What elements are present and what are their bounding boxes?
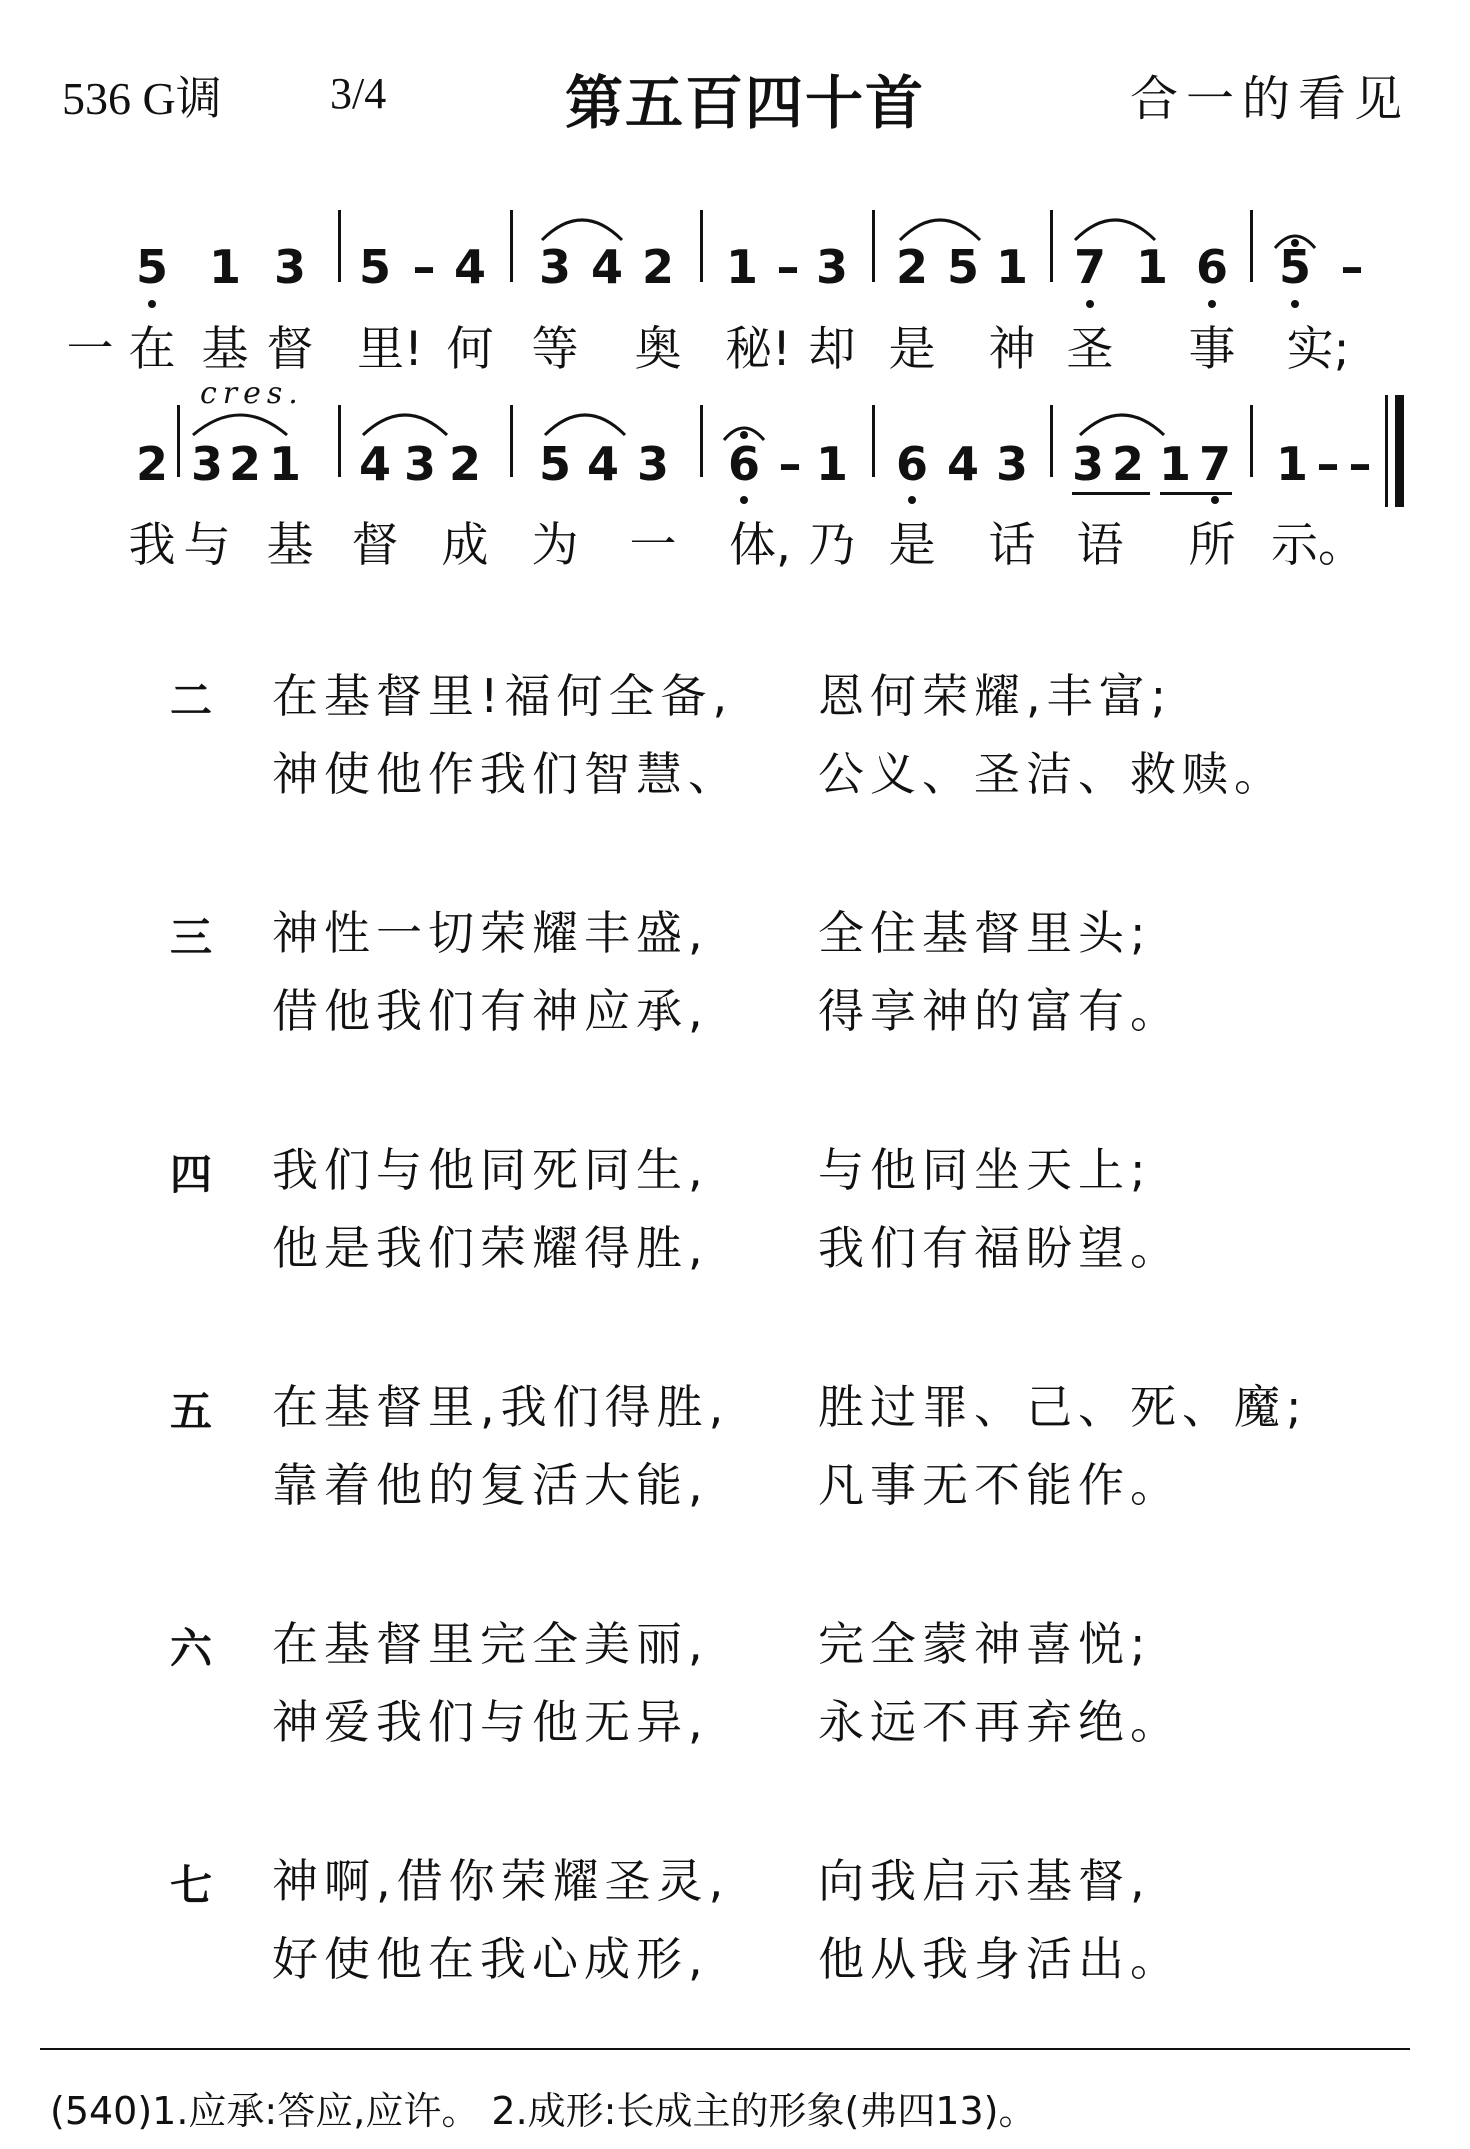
- note: 1: [1275, 437, 1309, 491]
- bar-line: [872, 210, 875, 282]
- note: 1: [1158, 437, 1192, 491]
- stanza-line: 神爱我们与他无异,: [272, 1695, 709, 1749]
- stanza-line: 我们与他同死同生,: [272, 1143, 709, 1197]
- lyric: 体,: [729, 518, 791, 573]
- slur: [545, 415, 625, 435]
- stanza-line: 与他同坐天上;: [818, 1143, 1152, 1197]
- stanza-line: 好使他在我心成形,: [272, 1932, 709, 1986]
- cres-marking: cres.: [200, 376, 304, 411]
- stanza-line: 他从我身活出。: [818, 1932, 1182, 1986]
- note: 6: [1195, 240, 1229, 294]
- lyric-dash: 一: [66, 322, 114, 377]
- lyric: 等: [531, 322, 579, 377]
- note: 1: [208, 240, 242, 294]
- lyric: 事: [1188, 322, 1236, 377]
- note: 6: [895, 437, 929, 491]
- note: 6: [727, 437, 761, 491]
- stanza-line: 神啊,借你荣耀圣灵,: [272, 1854, 730, 1908]
- note: 3: [815, 240, 849, 294]
- stanza-number: 三: [170, 913, 213, 962]
- note: –: [1316, 437, 1340, 491]
- low-octave-dot: [1291, 300, 1299, 308]
- final-bar-thick: [1395, 395, 1404, 507]
- stanza-line: 我们有福盼望。: [818, 1221, 1182, 1275]
- note: 1: [1135, 240, 1169, 294]
- note: 3: [273, 240, 307, 294]
- note: 2: [895, 240, 929, 294]
- stanza-line: 完全蒙神喜悦;: [818, 1617, 1152, 1671]
- lyric: 神: [988, 322, 1036, 377]
- lyric: 秘!: [725, 322, 791, 377]
- footnote: (540)1.应承:答应,应许。 2.成形:长成主的形象(弗四13)。: [50, 2089, 1037, 2133]
- note: 4: [586, 437, 620, 491]
- note: –: [412, 240, 436, 294]
- bar-line: [1050, 210, 1053, 282]
- note: 2: [135, 437, 169, 491]
- eighth-underline: [1160, 492, 1232, 495]
- stanza-number: 二: [170, 676, 213, 725]
- bar-line: [1250, 210, 1253, 282]
- lyric: 基: [266, 518, 314, 573]
- footer-divider: [40, 2048, 1410, 2050]
- stanza-number: 五: [170, 1387, 213, 1436]
- stanza-number: 七: [170, 1861, 213, 1910]
- hymn-number-key: 536 G调: [62, 73, 222, 124]
- lyric: 在: [128, 322, 176, 377]
- bar-line: [700, 405, 703, 477]
- stanza-line: 在基督里,我们得胜,: [272, 1380, 730, 1434]
- stanza-line: 恩何荣耀,丰富;: [818, 669, 1173, 723]
- lyric: 是: [888, 322, 936, 377]
- note: 2: [228, 437, 262, 491]
- stanza-line: 胜过罪、己、死、魔;: [818, 1380, 1308, 1434]
- lyric: 一: [629, 518, 677, 573]
- stanza-number: 四: [170, 1150, 213, 1199]
- slur: [1080, 415, 1164, 435]
- note: 4: [358, 437, 392, 491]
- slur: [193, 415, 287, 435]
- note: 3: [403, 437, 437, 491]
- note: 5: [538, 437, 572, 491]
- note: 5: [135, 240, 169, 294]
- note: 1: [995, 240, 1029, 294]
- low-octave-dot: [740, 496, 748, 504]
- slur: [542, 220, 622, 240]
- note: 1: [725, 240, 759, 294]
- note: 7: [1198, 437, 1232, 491]
- stanza-line: 凡事无不能作。: [818, 1458, 1182, 1512]
- stanza-number: 六: [170, 1624, 213, 1673]
- lyric: 督: [351, 518, 399, 573]
- lyric: 与: [183, 518, 231, 573]
- note: 3: [636, 437, 670, 491]
- final-bar-thin: [1385, 395, 1388, 507]
- note: 5: [1278, 240, 1312, 294]
- note: 4: [453, 240, 487, 294]
- stanza-line: 在基督里!福何全备,: [272, 669, 734, 723]
- lyric: 里!: [357, 322, 423, 377]
- low-octave-dot: [908, 496, 916, 504]
- note: 4: [946, 437, 980, 491]
- note: 2: [1111, 437, 1145, 491]
- note: 2: [448, 437, 482, 491]
- bar-line: [700, 210, 703, 282]
- note: 7: [1073, 240, 1107, 294]
- low-octave-dot: [148, 300, 156, 308]
- stanza-line: 他是我们荣耀得胜,: [272, 1221, 709, 1275]
- lyric: 圣: [1066, 322, 1114, 377]
- stanza-line: 神性一切荣耀丰盛,: [272, 906, 709, 960]
- note: 5: [946, 240, 980, 294]
- eighth-underline: [1072, 492, 1150, 495]
- note: 4: [590, 240, 624, 294]
- lyric: 实;: [1286, 322, 1350, 377]
- note: 3: [190, 437, 224, 491]
- note: 3: [1071, 437, 1105, 491]
- stanza-line: 借他我们有神应承,: [272, 984, 709, 1038]
- note: –: [1340, 240, 1364, 294]
- note: 5: [358, 240, 392, 294]
- bar-line: [1250, 405, 1253, 477]
- music-score: [0, 0, 1470, 600]
- stanza-line: 神使他作我们智慧、: [272, 747, 740, 801]
- note: 3: [538, 240, 572, 294]
- stanza-line: 在基督里完全美丽,: [272, 1617, 709, 1671]
- low-octave-dot: [1086, 300, 1094, 308]
- note: –: [776, 240, 800, 294]
- stanza-line: 永远不再弃绝。: [818, 1695, 1182, 1749]
- stanza-line: 靠着他的复活大能,: [272, 1458, 709, 1512]
- hymn-name: 合一的看见: [1130, 71, 1411, 127]
- bar-line: [872, 405, 875, 477]
- note: 3: [995, 437, 1029, 491]
- lyric: 基: [201, 322, 249, 377]
- bar-line: [510, 405, 513, 477]
- lyric: 所: [1188, 518, 1236, 573]
- bar-line: [510, 210, 513, 282]
- note: –: [1348, 437, 1372, 491]
- bar-line: [177, 405, 180, 477]
- lyric: 成: [441, 518, 489, 573]
- note: 2: [641, 240, 675, 294]
- bar-line: [1050, 405, 1053, 477]
- low-octave-dot: [1211, 496, 1219, 504]
- lyric: 话: [988, 518, 1036, 573]
- lyric: 语: [1076, 518, 1124, 573]
- stanza-line: 得享神的富有。: [818, 984, 1182, 1038]
- lyric: 乃: [808, 518, 856, 573]
- lyric: 却: [808, 322, 856, 377]
- low-octave-dot: [1208, 300, 1216, 308]
- bar-line: [338, 405, 341, 477]
- stanza-line: 向我启示基督,: [818, 1854, 1151, 1908]
- lyric: 督: [266, 322, 314, 377]
- time-signature: 3/4: [330, 69, 387, 118]
- slur: [363, 415, 447, 435]
- stanza-line: 公义、圣洁、救赎。: [818, 747, 1286, 801]
- lyric: 是: [888, 518, 936, 573]
- page-title: 第五百四十首: [565, 69, 926, 137]
- stanza-line: 全住基督里头;: [818, 906, 1152, 960]
- lyric: 奥: [634, 322, 682, 377]
- lyric: 示。: [1271, 518, 1365, 573]
- slur: [1075, 220, 1155, 240]
- lyric: 何: [446, 322, 494, 377]
- lyric: 我: [128, 518, 176, 573]
- note: –: [778, 437, 802, 491]
- slur: [900, 220, 980, 240]
- bar-line: [338, 210, 341, 282]
- note: 1: [268, 437, 302, 491]
- note: 1: [815, 437, 849, 491]
- lyric: 为: [531, 518, 579, 573]
